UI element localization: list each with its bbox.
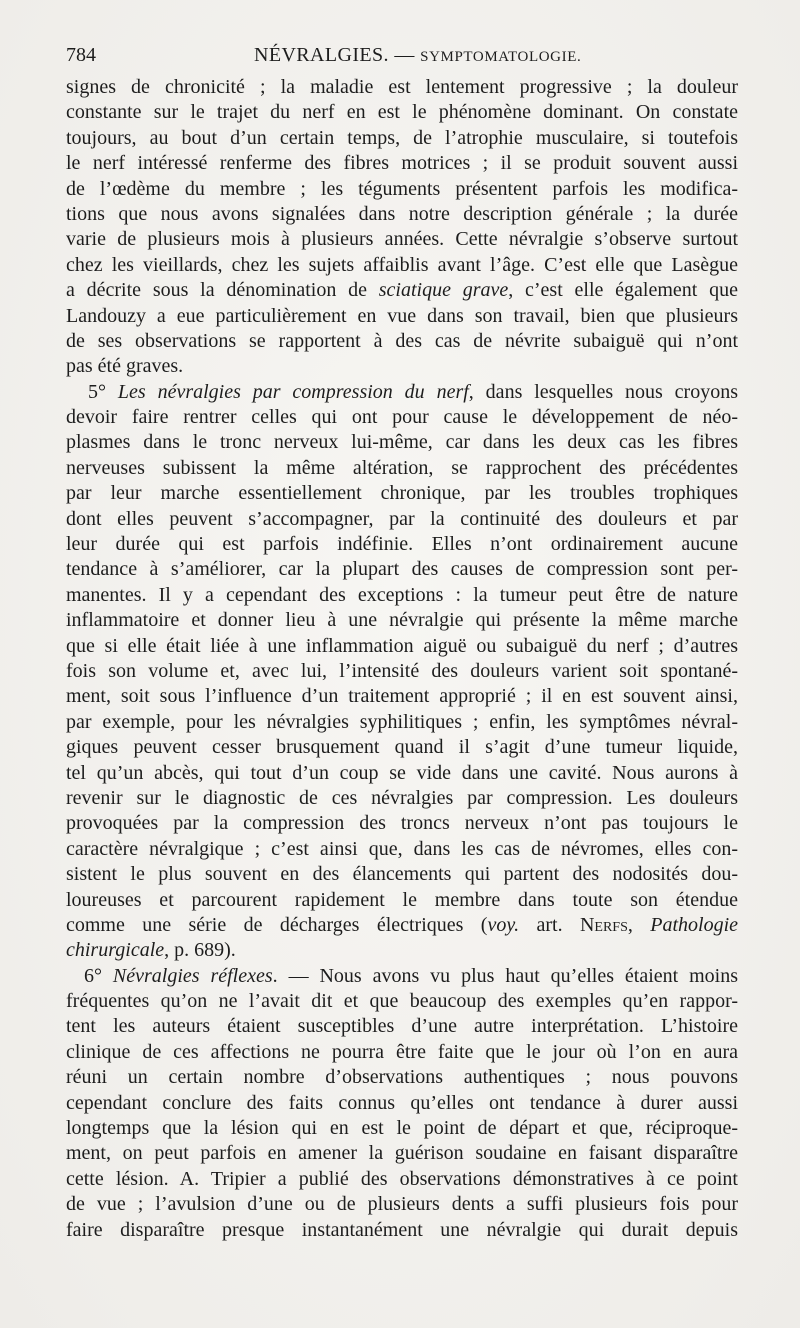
text-line: cette lésion. A. Tripier a publié des observations démonstratives à ce point	[66, 1167, 738, 1190]
text-line: nerveuses subissent la même altération, se rapprochent des précédentes	[66, 456, 738, 479]
text-line: tions que nous avons signalées dans notre description générale ; la durée	[66, 202, 738, 225]
text-span: a décrite sous la dénomination de	[66, 279, 379, 302]
text-line: pas été graves.	[66, 355, 184, 378]
text-span: comme une série de décharges électriques (	[66, 913, 488, 936]
text-line: que si elle était liée à une inflammation aiguë ou subaiguë du nerf ; d’autres	[66, 634, 738, 657]
text-line: de l’œdème du membre ; les téguments présentent parfois les modifica-	[66, 177, 738, 200]
text-span: , p. 689).	[164, 939, 236, 962]
text-span: , dans lesquelles nous croyons	[468, 380, 738, 403]
chapter-title-main: NÉVRALGIES.	[254, 44, 389, 66]
text-line: fois son volume et, avec lui, l’intensité des douleurs varient soit spontané-	[66, 659, 738, 682]
text-line: provoquées par la compression des troncs nerveux n’ont pas toujours le	[66, 812, 738, 835]
text-line: revenir sur le diagnostic de ces névralgies par compression. Les douleurs	[66, 786, 738, 809]
text-line: le nerf intéressé renferme des fibres motrices ; il se produit souvent aussi	[66, 152, 738, 175]
text-line: ment, on peut parfois en amener la guérison soudaine en faisant disparaître	[66, 1142, 738, 1165]
section-number: 5°	[88, 380, 118, 403]
italic-term: sciatique grave	[378, 279, 509, 302]
text-line: constante sur le trajet du nerf en est le phénomène dominant. On constate	[66, 101, 738, 124]
text-line: ment, soit sous l’influence d’un traitement approprié ; il en est souvent ainsi,	[66, 685, 738, 708]
text-line: loureuses et parcourent rapidement le membre dans toute son étendue	[66, 888, 738, 911]
text-line: toujours, au bout d’un certain temps, de l’atrophie musculaire, si toutefois	[66, 126, 738, 149]
text-line: clinique de ces affections ne pourra être faite que le jour où l’on en aura	[66, 1040, 738, 1063]
body-text	[66, 75, 738, 1243]
text-line: giques peuvent cesser brusquement quand il s’agit d’une tumeur liquide,	[66, 736, 738, 759]
italic-term: voy.	[487, 913, 520, 936]
text-line: longtemps que la lésion qui en est le point de départ et que, réciproque-	[66, 1117, 738, 1140]
text-line: de ses observations se rapportent à des cas de névrite subaiguë qui n’ont	[66, 329, 738, 352]
text-line: Landouzy a eue particulièrement en vue dans son travail, bien que plusieurs	[66, 304, 738, 327]
text-line	[66, 964, 738, 989]
text-span: art.	[519, 913, 580, 936]
italic-term: chirurgicale	[66, 939, 165, 962]
italic-term: Pathologie	[650, 913, 738, 936]
text-line: inflammatoire et donner lieu à une névralgie qui présente la même marche	[66, 609, 738, 632]
section-heading: Névralgies réflexes	[112, 964, 273, 987]
text-line: dont elles peuvent s’accompagner, par la continuité des douleurs et par	[66, 507, 738, 530]
text-line: caractère névralgique ; c’est ainsi que, dans les cas de névromes, elles con-	[66, 837, 738, 860]
text-line: devoir faire rentrer celles qui ont pour cause le développement de néo-	[66, 406, 738, 429]
text-line: sistent le plus souvent en des élancements qui partent des nodosités dou-	[66, 863, 738, 886]
text-line: varie de plusieurs mois à plusieurs années. Cette névralgie s’observe surtout	[66, 228, 738, 251]
text-line: réuni un certain nombre d’observations authentiques ; nous pouvons	[66, 1066, 738, 1089]
page-number: 784	[66, 44, 96, 66]
text-line: cependant conclure des faits connus qu’elles ont tendance à durer aussi	[66, 1091, 738, 1114]
text-line: plasmes dans le tronc nerveux lui-même, car dans les deux cas les fibres	[66, 431, 738, 454]
text-line	[66, 380, 738, 405]
text-span: , c’est elle également que	[508, 279, 738, 302]
text-line	[66, 938, 738, 963]
section-heading: Les névralgies par compression du nerf	[117, 380, 469, 403]
text-span: . — Nous avons vu plus haut qu’elles étaient moins	[272, 964, 738, 987]
text-line	[66, 278, 738, 303]
text-line: signes de chronicité ; la maladie est lentement progressive ; la douleur	[66, 76, 738, 98]
text-span: ,	[627, 913, 651, 936]
text-line: chez les vieillards, chez les sujets affaiblis avant l’âge. C’est elle que Lasègue	[66, 253, 738, 276]
text-line: par exemple, pour les névralgies syphilitiques ; enfin, les symptômes névral-	[66, 710, 738, 733]
text-line: tendance à s’améliorer, car la plupart des causes de compression sont per-	[66, 558, 738, 581]
text-line: de vue ; l’avulsion d’une ou de plusieurs dents a suffi plusieurs fois pour	[66, 1193, 738, 1216]
text-line: leur durée qui est parfois indéfinie. Elles n’ont ordinairement aucune	[66, 533, 738, 556]
text-line: manentes. Il y a cependant des exceptions : la tumeur peut être de nature	[66, 583, 738, 606]
text-line: tel qu’un abcès, qui tout d’un coup se vide dans une cavité. Nous aurons à	[66, 761, 738, 784]
text-line	[66, 913, 738, 938]
chapter-subtitle: SYMPTOMATOLOGIE.	[420, 49, 582, 65]
text-line: fréquentes qu’on ne l’avait dit et que beaucoup des exemples qu’en rappor-	[66, 990, 738, 1013]
text-line: faire disparaître presque instantanément une névralgie qui durait depuis	[66, 1218, 738, 1241]
text-line: par leur marche essentiellement chronique, par les troubles trophiques	[66, 482, 738, 505]
section-number: 6°	[84, 964, 113, 987]
text-line: tent les auteurs étaient susceptibles d’une autre interprétation. L’histoire	[66, 1015, 738, 1038]
cross-reference: Nerfs	[579, 913, 628, 936]
title-separator: —	[388, 44, 421, 66]
chapter-title	[254, 44, 581, 67]
running-head	[66, 44, 736, 74]
